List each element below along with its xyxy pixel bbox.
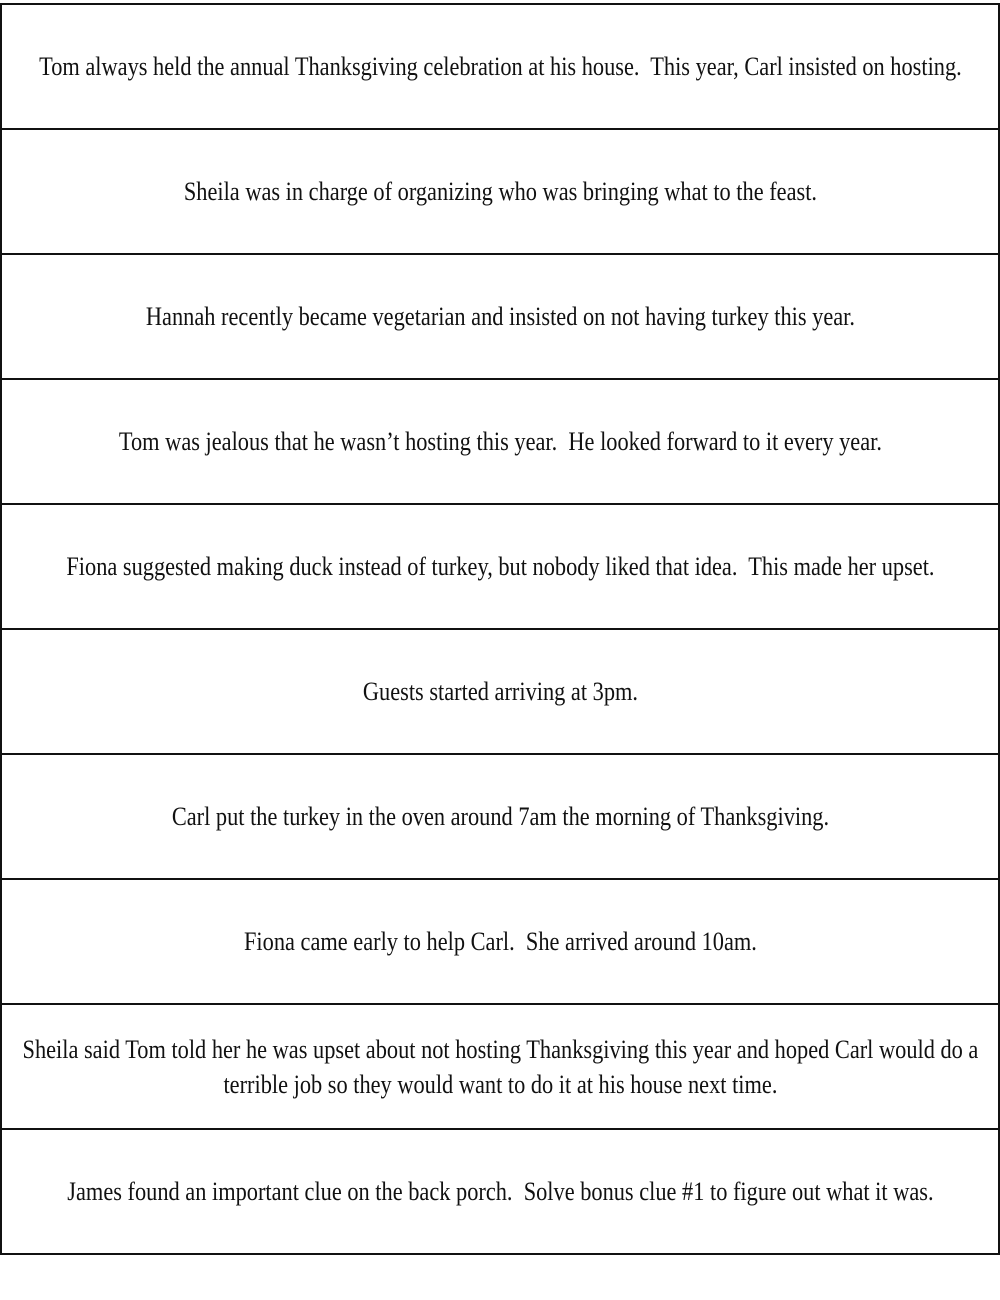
- clue-cell: [1, 254, 999, 379]
- clue-text: Fiona came early to help Carl. She arrived around 10am.: [243, 927, 757, 956]
- clue-card: [1, 129, 999, 254]
- clue-cards-table: [0, 3, 1000, 1255]
- clue-cell: [1, 504, 999, 629]
- clue-cell: [1, 629, 999, 754]
- clue-card: [1, 4, 999, 129]
- clue-card: [1, 1004, 999, 1129]
- clue-text: Sheila was in charge of organizing who was bringing what to the feast.: [183, 177, 817, 206]
- clue-cell: [1, 4, 999, 129]
- clue-cell: [1, 1004, 999, 1129]
- clue-text: Tom always held the annual Thanksgiving celebration at his house. This year, Carl insisted on hosting.: [38, 52, 962, 81]
- clue-card: [1, 629, 999, 754]
- clue-cell: [1, 379, 999, 504]
- clue-text: Sheila said Tom told her he was upset about not hosting Thanksgiving this year and hoped Carl would do a terrible job so they would want to do it at his house next time.: [22, 1034, 984, 1099]
- clue-cell: [1, 1129, 999, 1254]
- clue-card: [1, 504, 999, 629]
- clue-card: [1, 879, 999, 1004]
- clue-cell: [1, 879, 999, 1004]
- clue-card: [1, 254, 999, 379]
- clue-cell: [1, 754, 999, 879]
- clue-cell: [1, 129, 999, 254]
- clue-card: [1, 754, 999, 879]
- clue-text: Tom was jealous that he wasn’t hosting this year. He looked forward to it every year.: [118, 427, 882, 456]
- clue-text: Hannah recently became vegetarian and insisted on not having turkey this year.: [145, 302, 855, 331]
- clue-text: Carl put the turkey in the oven around 7am the morning of Thanksgiving.: [171, 802, 829, 831]
- clue-card: [1, 379, 999, 504]
- clue-text: Guests started arriving at 3pm.: [362, 677, 638, 706]
- clue-text: James found an important clue on the back porch. Solve bonus clue #1 to figure out what it was.: [66, 1177, 934, 1206]
- clue-card: [1, 1129, 999, 1254]
- clue-text: Fiona suggested making duck instead of turkey, but nobody liked that idea. This made her upset.: [65, 552, 935, 581]
